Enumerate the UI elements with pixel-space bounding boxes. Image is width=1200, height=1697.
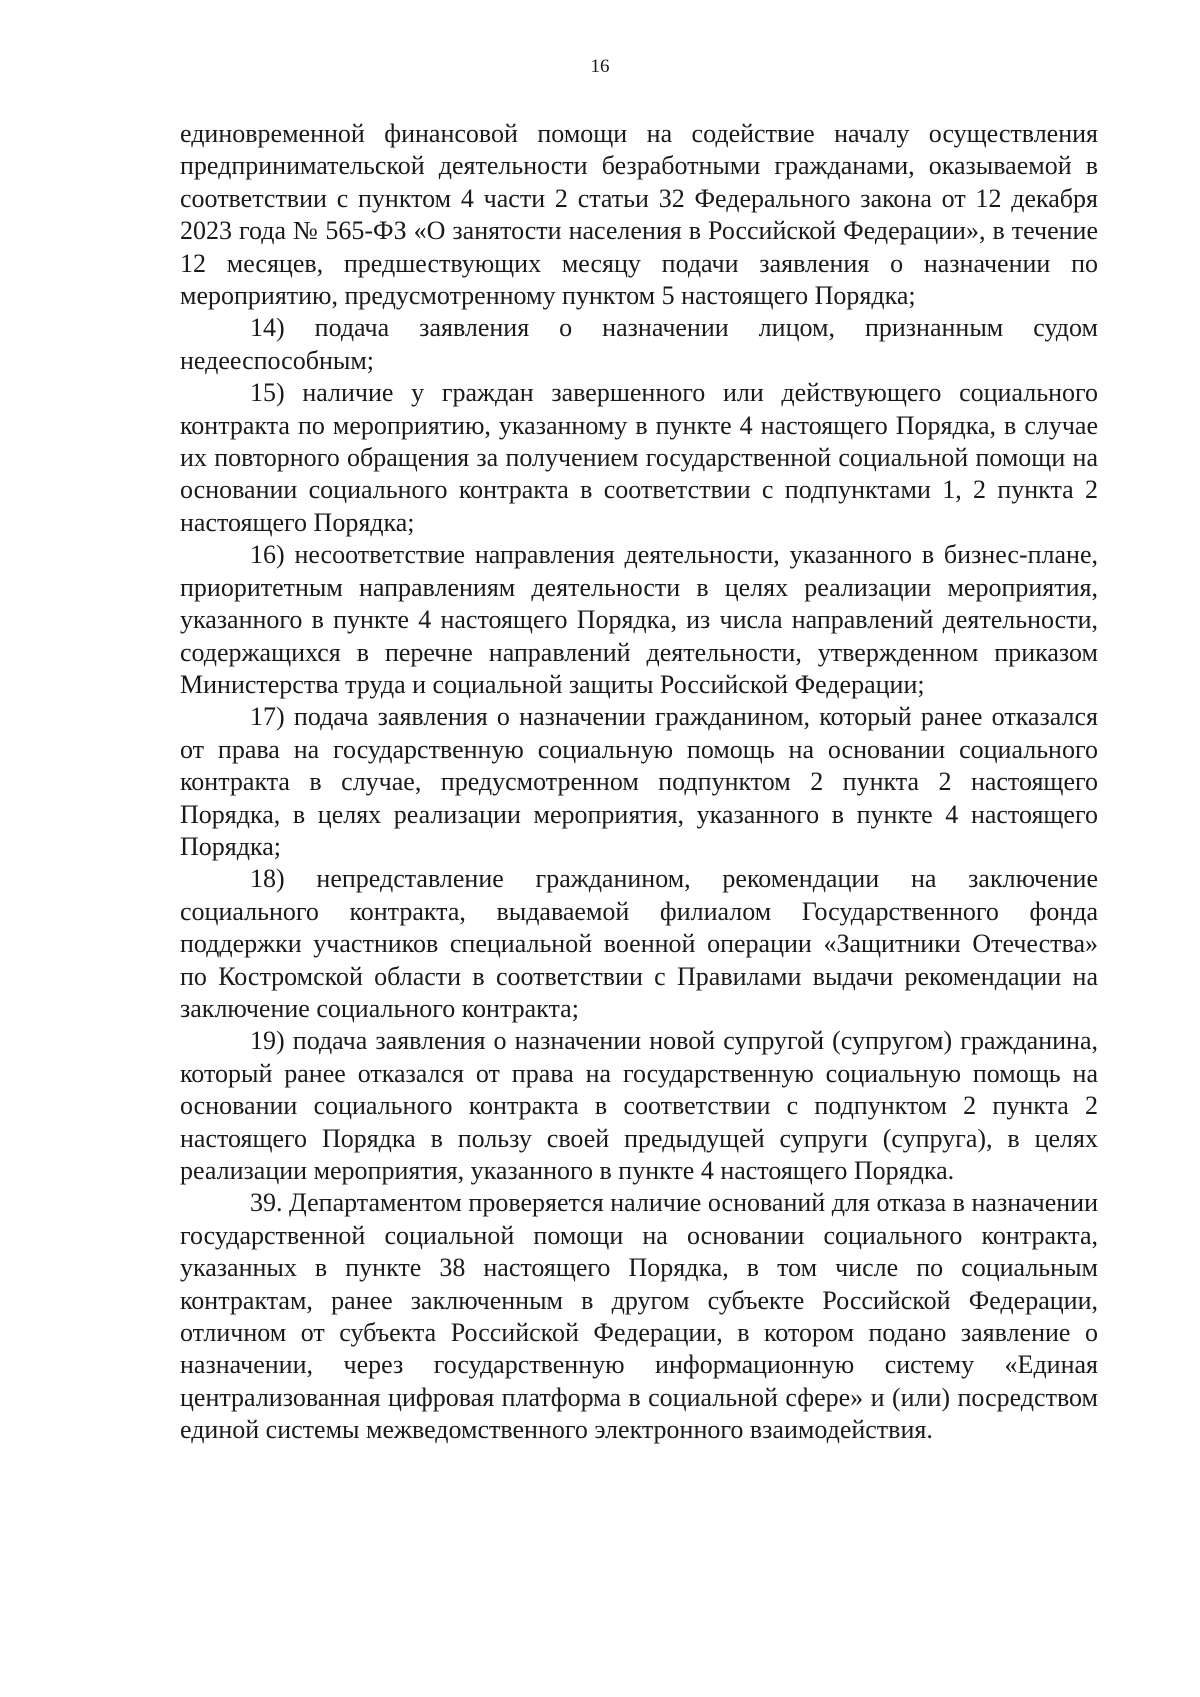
paragraph-continuation: единовременной финансовой помощи на содействие началу осуществления предпринимательской деятельности безработными гражданами, оказываемой в соответствии с пунктом 4 части 2 статьи 32 Федерального закона от 12 декабря 2023 года № 565-ФЗ «О занятости населения в Российской Федерации», в течение 12 месяцев, предшествующих месяцу подачи заявления о назначении по мероприятию, предусмотренному пунктом 5 настоящего Порядка;: [180, 119, 1098, 311]
paragraph-item-14: 14) подача заявления о назначении лицом, признанным судом недееспособным;: [180, 313, 1098, 375]
paragraph-item-15: 15) наличие у граждан завершенного или действующего социального контракта по мероприятию, указанному в пункте 4 настоящего Порядка, в случае их повторного обращения за получением государственной социальной помощи на основании социального контракта в соответствии с подпунктами 1, 2 пункта 2 настоящего Порядка;: [180, 378, 1098, 537]
paragraph-item-16: 16) несоответствие направления деятельности, указанного в бизнес-плане, приоритетным направлениям деятельности в целях реализации мероприятия, указанного в пункте 4 настоящего Порядка, из числа направлений деятельности, содержащихся в перечне направлений деятельности, утвержденном приказом Министерства труда и социальной защиты Российской Федерации;: [180, 540, 1098, 699]
paragraph-item-19: 19) подача заявления о назначении новой супругой (супругом) гражданина, который ранее отказался от права на государственную социальную помощь на основании социального контракта в соответствии с подпунктом 2 пункта 2 настоящего Порядка в пользу своей предыдущей супруги (супруга), в целях реализации мероприятия, указанного в пункте 4 настоящего Порядка.: [180, 1026, 1098, 1185]
paragraph-item-17: 17) подача заявления о назначении гражданином, который ранее отказался от права на государственную социальную помощь на основании социального контракта в случае, предусмотренном подпунктом 2 пункта 2 настоящего Порядка, в целях реализации мероприятия, указанного в пункте 4 настоящего Порядка;: [180, 702, 1098, 861]
paragraph-item-18: 18) непредставление гражданином, рекомендации на заключение социального контракта, выдаваемой филиалом Государственного фонда поддержки участников специальной военной операции «Защитники Отечества» по Костромской области в соответствии с Правилами выдачи рекомендации на заключение социального контракта;: [180, 864, 1098, 1023]
paragraph-section-39: 39. Департаментом проверяется наличие оснований для отказа в назначении государственной социальной помощи на основании социального контракта, указанных в пункте 38 настоящего Порядка, в том числе по социальным контрактам, ранее заключенным в другом субъекте Российской Федерации, отличном от субъекта Российской Федерации, в котором подано заявление о назначении, через государственную информационную систему «Единая централизованная цифровая платформа в социальной сфере» и (или) посредством единой системы межведомственного электронного взаимодействия.: [180, 1188, 1098, 1445]
document-body: [180, 118, 1098, 1447]
page-number: 16: [590, 56, 610, 77]
